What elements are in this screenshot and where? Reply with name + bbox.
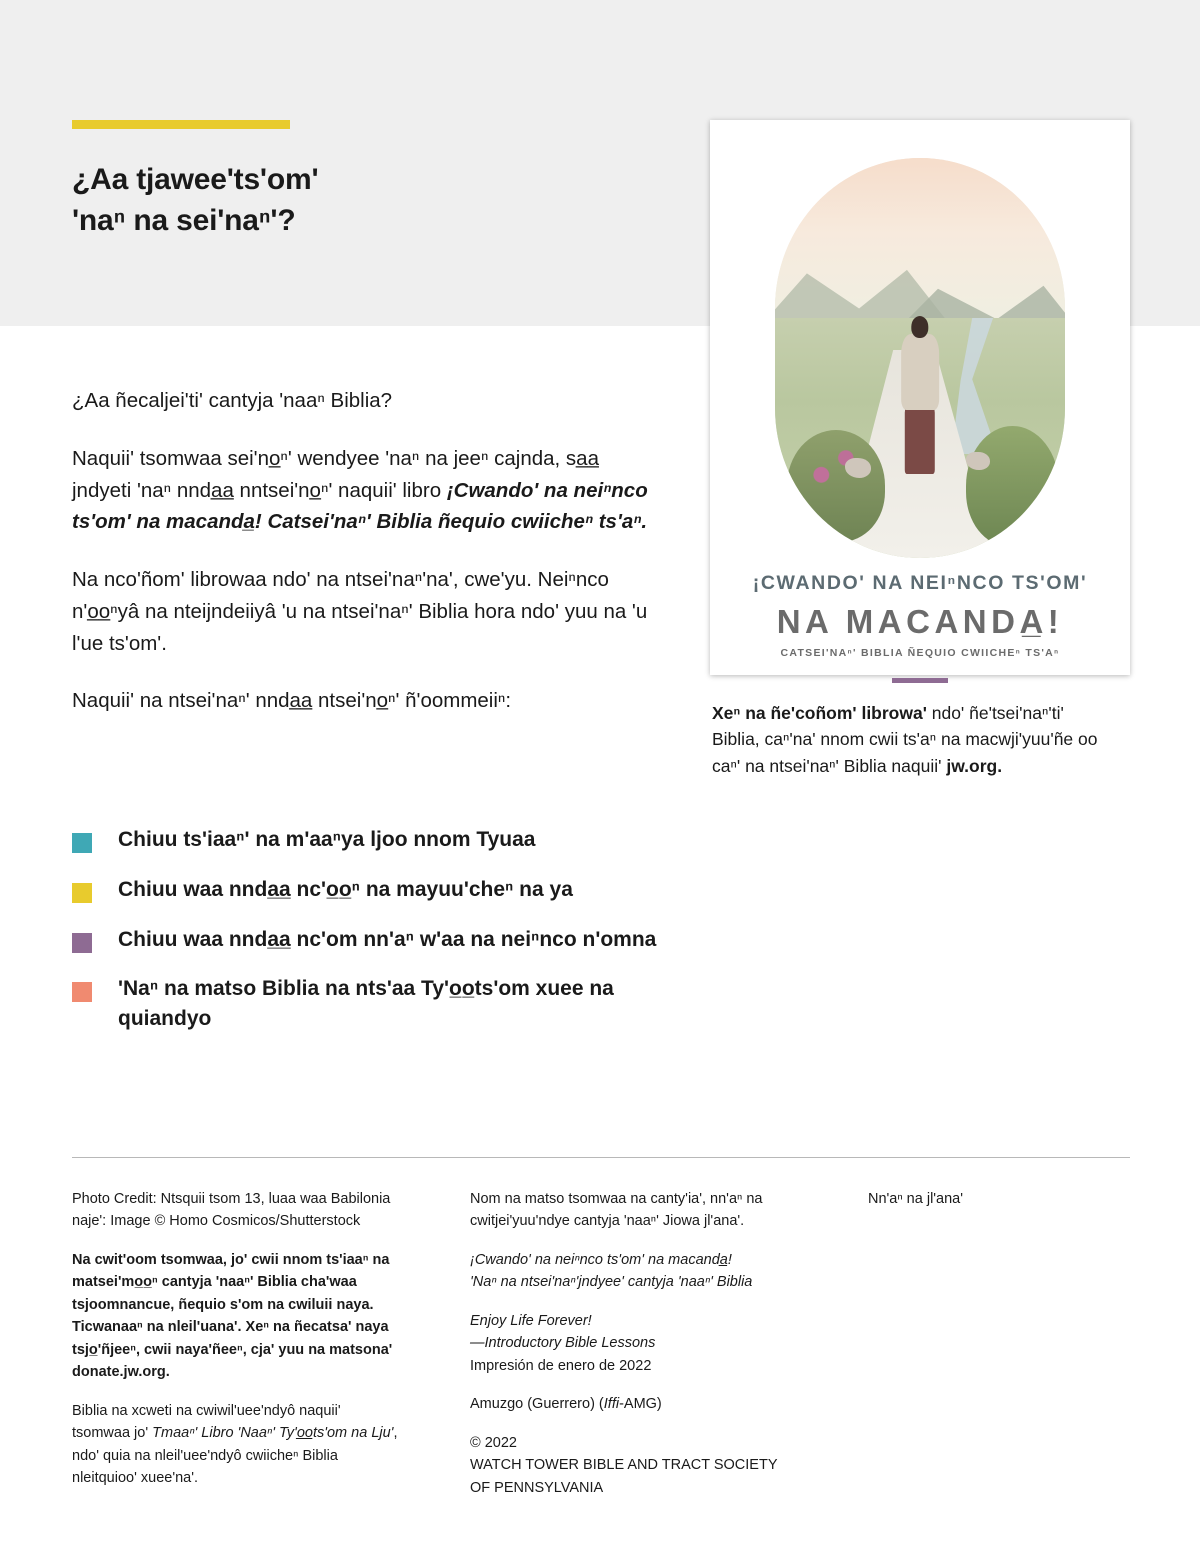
bullet-square-icon <box>72 883 92 903</box>
publication-cover <box>710 120 1130 675</box>
language-code-italic: Iffi <box>603 1396 620 1413</box>
list-item-label: Chiuu waa nnda̲a̲ nc'o̲o̲ⁿ na mayuu'cheⁿ na ya <box>118 877 573 901</box>
bible-version-title: Tmaaⁿ' Libro 'Naaⁿ' Ty'o̲o̲ts'om na Lju' <box>152 1425 394 1442</box>
publication-title-es: ¡Cwando' na neiⁿnco ts'om' na macanda̲! <box>470 1251 732 1268</box>
bible-version-note <box>72 1400 402 1490</box>
copyright-year: © 2022 <box>470 1434 517 1451</box>
cover-caption-text: ndo' ñe'tsei'naⁿ'ti' Biblia, caⁿ'na' nnom cwii ts'aⁿ na macwji'yuu'ñe oo caⁿ' na ntsei'naⁿ' Biblia naquii' <box>712 703 1098 776</box>
copyright-block <box>470 1432 830 1499</box>
language-name: Amuzgo (Guerrero) ( <box>470 1396 604 1413</box>
cover-illustration <box>775 158 1065 558</box>
topic-list <box>72 825 672 1054</box>
publisher-note: Nom na matso tsomwaa na canty'ia', nn'aⁿ na cwitjei'yuu'ndye cantyja 'naaⁿ' Jiowa jl'ana'. <box>470 1191 763 1230</box>
publication-title-block <box>470 1249 830 1294</box>
list-item <box>72 875 672 905</box>
publication-title-inline: ¡Cwando' na neiⁿnco ts'om' na macanda̲! Catsei'naⁿ' Biblia ñequio cwiicheⁿ ts'aⁿ. <box>72 478 648 534</box>
cover-title-line2: NA MACANDA̲! <box>776 603 1064 640</box>
publication-title-en-block <box>470 1310 830 1377</box>
list-item <box>72 925 672 955</box>
cover-subtitle: CATSEI'NAⁿ' BIBLIA ÑEQUIO CWIICHEⁿ TS'Aⁿ <box>780 647 1060 659</box>
language-code <box>470 1393 830 1415</box>
made-by-note: Nn'aⁿ na jl'ana' <box>868 1191 964 1207</box>
publication-subtitle-es: 'Naⁿ na ntsei'naⁿ'jndyee' cantyja 'naaⁿ' Biblia <box>470 1274 753 1291</box>
jworg-link[interactable]: jw.org. <box>946 755 1003 776</box>
footer-column-3 <box>868 1188 1128 1226</box>
publication-title-en: Enjoy Life Forever! <box>470 1312 592 1329</box>
publication-subtitle-en: —Introductory Bible Lessons <box>470 1335 656 1352</box>
cover-divider <box>892 678 948 683</box>
body-paragraph-3: Na nco'ñom' librowaa ndo' na ntsei'naⁿ'na', cwe'yu. Neiⁿnco n'o̲o̲ⁿyâ na nteijndeiiyâ 'u na ntsei'naⁿ' Biblia hora ndo' yuu na 'u l'ue ts'om'. <box>72 568 648 655</box>
body-paragraph-1: ¿Aa ñecaljei'ti' cantyja 'naaⁿ Biblia? <box>72 389 393 412</box>
organization-line1: WATCH TOWER BIBLE AND TRACT SOCIETY <box>470 1457 778 1474</box>
list-item-label: 'Naⁿ na matso Biblia na nts'aa Ty'o̲o̲ts'om xuee na quiandyo <box>118 977 614 1031</box>
list-item <box>72 825 672 855</box>
print-date: Impresión de enero de 2022 <box>470 1357 652 1374</box>
footer-column-1 <box>72 1188 402 1506</box>
list-item <box>72 974 672 1034</box>
list-item-label: Chiuu waa nnda̲a̲ nc'om nn'aⁿ w'aa na neiⁿnco n'omna <box>118 927 657 951</box>
list-item-label: Chiuu ts'iaaⁿ' na m'aaⁿya ljoo nnom Tyuaa <box>118 828 536 851</box>
organization-line2: OF PENNSYLVANIA <box>470 1479 604 1496</box>
cover-caption-bold: Xeⁿ na ñe'coñom' librowa' <box>712 703 927 723</box>
body-column <box>72 385 652 743</box>
bullet-square-icon <box>72 982 92 1002</box>
shrub-icon <box>966 426 1059 546</box>
rock-icon <box>966 452 989 470</box>
page-title-line2: 'naⁿ na sei'naⁿ'? <box>72 203 296 237</box>
photo-credit: Photo Credit: Ntsquii tsom 13, luaa waa Babilonia naje': Image © Homo Cosmicos/Shutterstock <box>72 1191 391 1230</box>
body-paragraph-4: Naquii' na ntsei'naⁿ' nnda̲a̲ ntsei'no̲ⁿ' ñ'oommeiiⁿ: <box>72 689 512 713</box>
bullet-square-icon <box>72 933 92 953</box>
language-code-end: -AMG) <box>619 1396 662 1413</box>
footer-column-2 <box>470 1188 830 1515</box>
cover-title-line1: ¡CWANDO' NA NEIⁿNCO TS'OM' <box>752 572 1088 594</box>
body-paragraph-2-text: Naquii' tsomwaa sei'no̲ⁿ' wendyee 'naⁿ na jeeⁿ cajnda, sa̲a̲ jndyeti 'naⁿ nnda̲a̲ nntsei'no̲ⁿ' naquii' libro <box>72 446 599 502</box>
bullet-square-icon <box>72 833 92 853</box>
flowering-shrub-icon <box>787 430 886 542</box>
rock-icon <box>845 458 871 478</box>
page-title-line1: ¿Aa tjawee'ts'om' <box>72 163 319 196</box>
walking-person-legs <box>905 406 935 474</box>
body-paragraph-2 <box>72 443 652 538</box>
page-title <box>72 160 672 241</box>
footer-divider <box>72 1157 1130 1158</box>
donation-note: Na cwit'oom tsomwaa, jo' cwii nnom ts'iaaⁿ na matsei'mo̲o̲ⁿ cantyja 'naaⁿ' Biblia cha'waa tsjoomnancue, ñequio s'om na cwiluii naya. Ticwanaaⁿ na nleil'uana'. Xeⁿ na ñecatsa' naya tsjo̲'ñjeeⁿ, cwii naya'ñeeⁿ, cja' yuu na matsona' donate.jw.org. <box>72 1251 393 1381</box>
walking-person-head <box>911 316 928 338</box>
bible-version-note-start: Biblia na xcweti na cwiwil'uee'ndyô naquii' tsomwaa jo' <box>72 1402 341 1442</box>
accent-rule <box>72 120 290 129</box>
cover-caption <box>712 700 1102 779</box>
walking-person-body <box>901 334 939 410</box>
bible-version-note-end: , ndo' quia na nleil'uee'ndyô cwiicheⁿ Biblia nleitquioo' xuee'na'. <box>72 1425 398 1487</box>
